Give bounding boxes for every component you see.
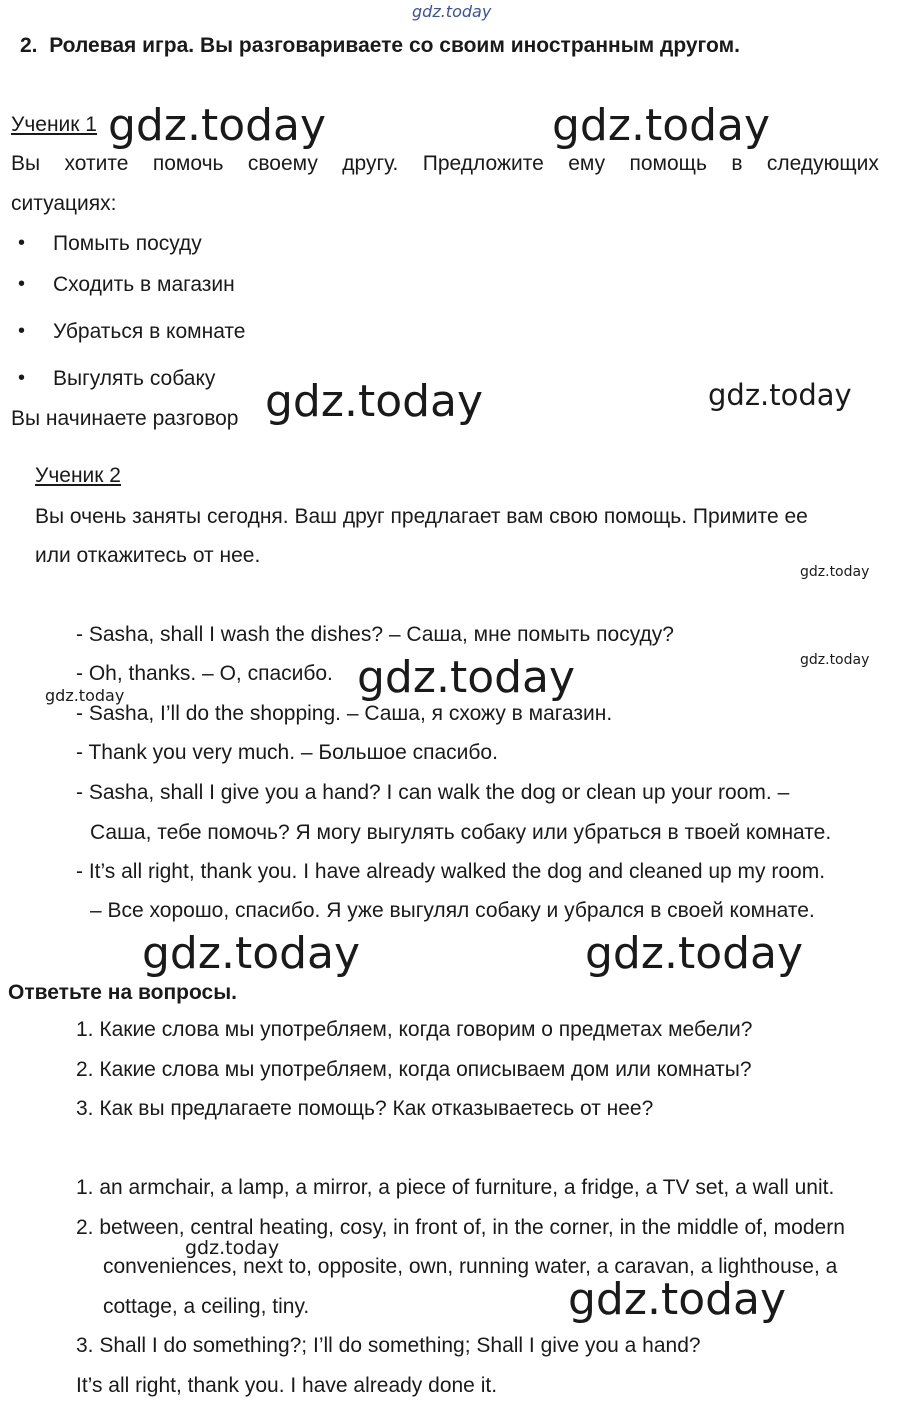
answer-line: 3. Shall I do something?; I’ll do something; Shall I give you a hand? (76, 1334, 701, 1357)
task-title-text: Ролевая игра. Вы разговариваете со своим иностранным другом. (49, 34, 740, 57)
dialogue-line: - Oh, thanks. – О, спасибо. (76, 662, 333, 685)
word: Предложите (422, 152, 544, 175)
word: своему (247, 152, 318, 175)
student2-label: Ученик 2 (35, 464, 121, 487)
watermark: gdz.today (357, 652, 576, 703)
word: помощь (629, 152, 707, 175)
dialogue-line: - Sasha, shall I wash the dishes? – Саша, мне помыть посуду? (76, 623, 674, 646)
question-item: 2. Какие слова мы употребляем, когда описываем дом или комнаты? (76, 1058, 752, 1081)
word: в (731, 152, 743, 175)
student2-task-line1: Вы очень заняты сегодня. Ваш друг предлагает вам свою помощь. Примите ее (35, 505, 808, 528)
answer-line: 2. between, central heating, cosy, in front of, in the corner, in the middle of, modern (76, 1216, 845, 1239)
word: ему (568, 152, 606, 175)
dialogue-line: - It’s all right, thank you. I have already walked the dog and cleaned up my room. (76, 860, 826, 883)
watermark: gdz.today (800, 652, 870, 668)
situation-item: Убраться в комнате (53, 320, 246, 343)
answer-line: conveniences, next to, opposite, own, running water, a caravan, a lighthouse, a (103, 1255, 838, 1278)
student1-task-line2: ситуациях: (11, 192, 117, 215)
situation-item: Помыть посуду (53, 232, 202, 255)
watermark: gdz.today (265, 376, 484, 427)
word: другу. (342, 152, 399, 175)
watermark: gdz.today (185, 1237, 280, 1259)
task-title (20, 34, 740, 58)
situation-item: Сходить в магазин (53, 273, 235, 296)
watermark: gdz.today (708, 378, 852, 412)
word: хотите (64, 152, 129, 175)
question-item: 3. Как вы предлагаете помощь? Как отказываетесь от нее? (76, 1097, 654, 1120)
watermark: gdz.today (585, 928, 804, 979)
watermark: gdz.today (552, 100, 771, 151)
student1-label: Ученик 1 (11, 113, 97, 136)
watermark: gdz.today (108, 100, 327, 151)
watermark: gdz.today (142, 928, 361, 979)
word: следующих (766, 152, 879, 175)
watermark: gdz.today (568, 1274, 787, 1325)
bullet-icon: • (18, 367, 26, 389)
questions-heading: Ответьте на вопросы. (8, 981, 237, 1004)
watermark: gdz.today (45, 686, 125, 705)
dialogue-line: Саша, тебе помочь? Я могу выгулять собаку или убраться в твоей комнате. (90, 821, 832, 844)
dialogue-line: - Sasha, I’ll do the shopping. – Саша, я схожу в магазин. (76, 702, 613, 725)
answer-line: cottage, a ceiling, tiny. (103, 1295, 310, 1318)
watermark: gdz.today (800, 564, 870, 580)
answer-line: 1. an armchair, a lamp, a mirror, a piece of furniture, a fridge, a TV set, a wall unit. (76, 1176, 835, 1199)
dialogue-line: – Все хорошо, спасибо. Я уже выгулял собаку и убрался в своей комнате. (90, 899, 815, 922)
dialogue-line: - Thank you very much. – Большое спасибо. (76, 741, 498, 764)
dialogue-line: - Sasha, shall I give you a hand? I can walk the dog or clean up your room. – (76, 781, 790, 804)
watermark-top: gdz.today (412, 2, 492, 21)
bullet-icon: • (18, 232, 26, 254)
student1-start: Вы начинаете разговор (11, 407, 239, 430)
word: Вы (11, 152, 41, 175)
situation-item: Выгулять собаку (53, 367, 216, 390)
word: помочь (152, 152, 224, 175)
student1-task-line1 (11, 152, 879, 176)
student2-task-line2: или откажитесь от нее. (35, 544, 261, 567)
bullet-icon: • (18, 320, 26, 342)
task-number: 2. (20, 34, 38, 57)
bullet-icon: • (18, 273, 26, 295)
answer-line: It’s all right, thank you. I have already done it. (76, 1374, 498, 1397)
question-item: 1. Какие слова мы употребляем, когда говорим о предметах мебели? (76, 1018, 753, 1041)
